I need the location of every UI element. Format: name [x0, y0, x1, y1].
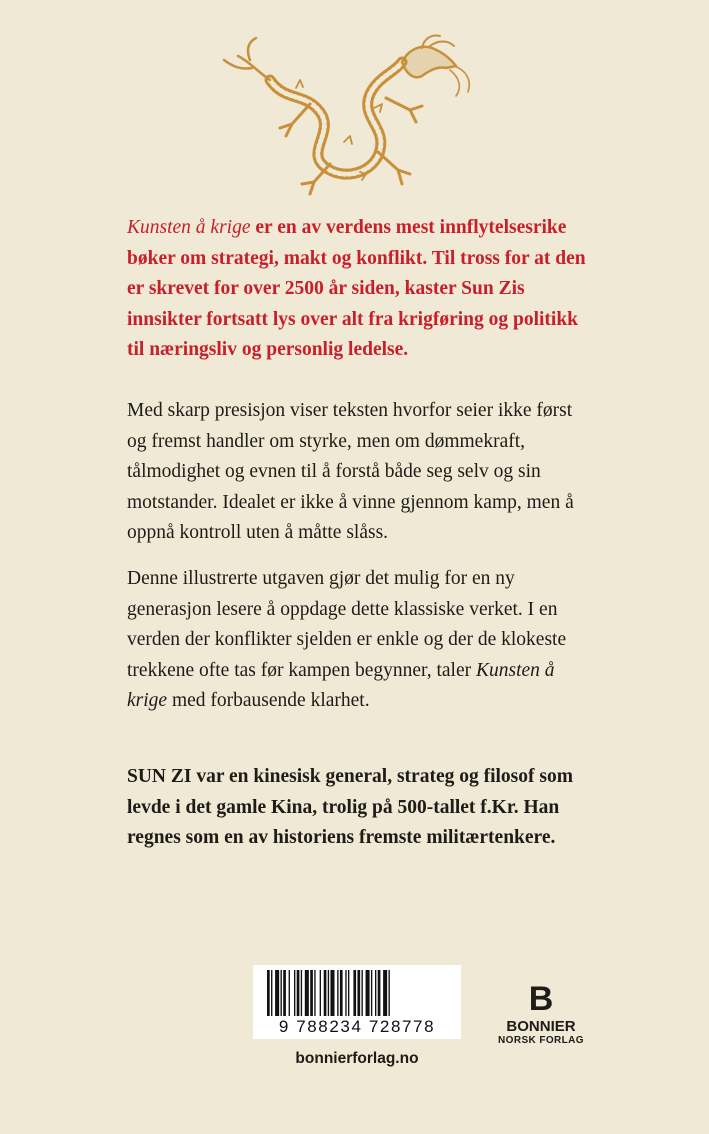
barcode-bar	[348, 970, 349, 1016]
edition-paragraph	[127, 564, 587, 717]
dragon-icon	[210, 32, 490, 202]
publisher-website: bonnierforlag.no	[295, 1050, 419, 1067]
barcode-bar	[324, 970, 327, 1016]
barcode-bar	[378, 970, 381, 1016]
barcode-bars	[253, 965, 461, 1021]
barcode-bar	[328, 970, 329, 1016]
barcode-bar	[362, 970, 363, 1016]
barcode-bar	[294, 970, 295, 1016]
barcode-bar	[275, 970, 279, 1016]
barcode-bar	[301, 970, 302, 1016]
barcode-bar	[283, 970, 286, 1016]
barcode-bar	[297, 970, 300, 1016]
barcode-bar	[271, 970, 272, 1016]
barcode-bar	[337, 970, 338, 1016]
lead-paragraph	[127, 213, 587, 366]
publisher-logo	[486, 982, 596, 1047]
barcode-bar	[353, 970, 356, 1016]
barcode-bar	[371, 970, 372, 1016]
barcode-bar	[310, 970, 313, 1016]
barcode-bar	[366, 970, 370, 1016]
barcode-bar	[383, 970, 387, 1016]
barcode-bar	[330, 970, 334, 1016]
barcode-bar	[320, 970, 321, 1016]
barcode-bar	[340, 970, 343, 1016]
publisher-subname: NORSK FORLAG	[498, 1035, 584, 1046]
barcode-bar	[357, 970, 360, 1016]
publisher-name: BONNIER	[506, 1018, 576, 1035]
barcode-bar	[305, 970, 309, 1016]
barcode-bar	[345, 970, 346, 1016]
edition-tail: med forbausende klarhet.	[167, 690, 370, 712]
barcode-bar	[389, 970, 390, 1016]
isbn-number: 9 788234 728778	[278, 1017, 436, 1036]
book-title-italic: Kunsten å krige	[127, 217, 251, 238]
barcode-bar	[314, 970, 315, 1016]
lead-text: er en av verdens mest innflytelsesrike bøker om strategi, makt og konflikt. Til tross for at den er skrevet for over 2500 år siden, kaster Sun Zis innsikter fortsatt lys over alt fra krigføring og politikk til næringsliv og personlig ledelse.	[127, 217, 586, 361]
author-bio: SUN ZI var en kinesisk general, strateg og filosof som levde i det gamle Kina, trolig på 500-tallet f.Kr. Han regnes som en av historiens fremste militærtenkere.	[127, 766, 573, 849]
edition-text: Denne illustrerte utgaven gjør det mulig for en ny generasjon lesere å oppdage dette klassiske verket. I en verden der konflikter sjelden er enkle og der de klokeste trekkene ofte tas før kampen begynner, taler	[127, 568, 567, 681]
barcode-bar	[375, 970, 376, 1016]
description-paragraph: Med skarp presisjon viser teksten hvorfor seier ikke først og fremst handler om styrke, men om dømmekraft, tålmodighet og evnen til å forstå både seg selv og sin motstander. Idealet er ikke å vinne gjennom kamp, men å oppnå kontroll uten å måtte slåss.	[127, 400, 574, 544]
book-title-italic-2: Kunsten å krige	[127, 659, 555, 712]
bonnier-b-icon: B	[528, 980, 554, 1018]
barcode-bar	[289, 970, 290, 1016]
barcode-bar	[281, 970, 282, 1016]
isbn-barcode	[253, 965, 461, 1039]
barcode-bar	[267, 970, 270, 1016]
